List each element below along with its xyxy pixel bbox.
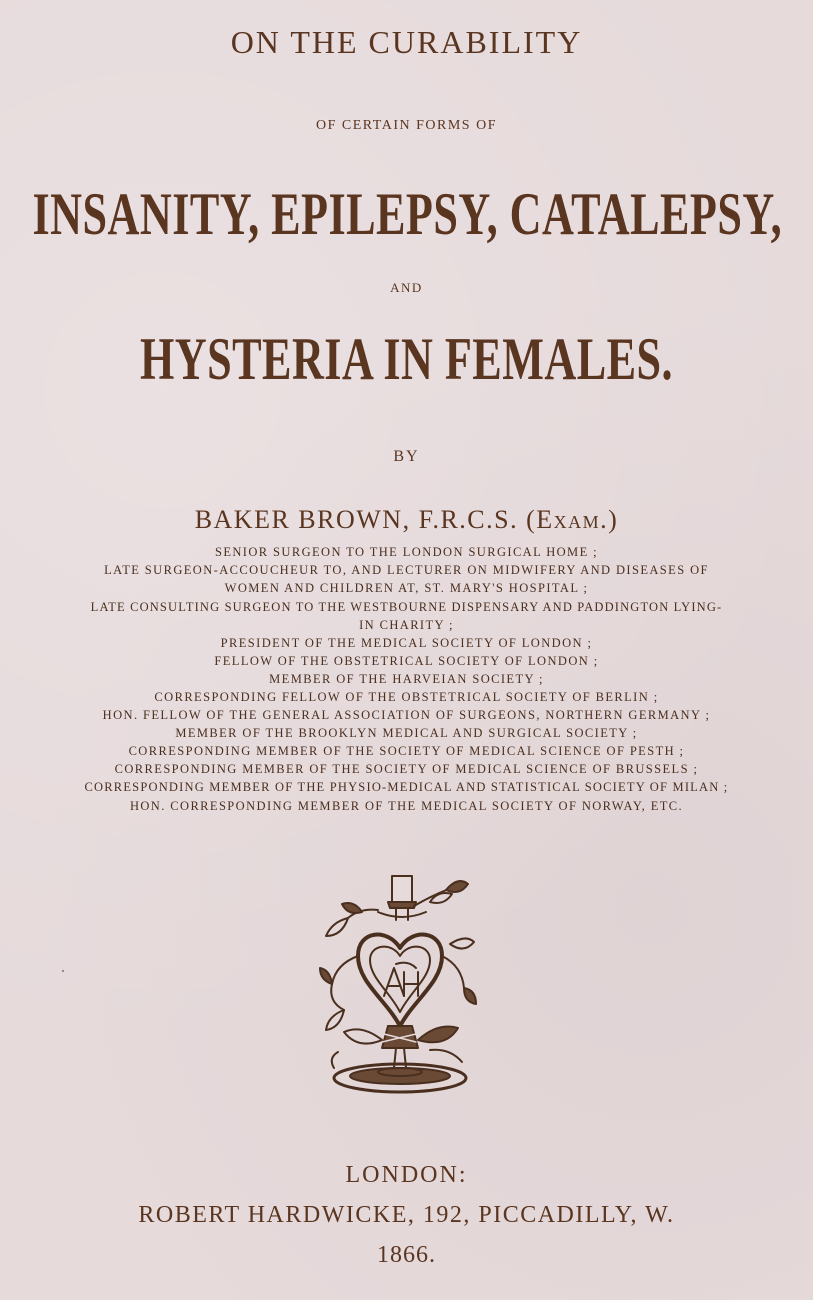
imprint-publisher: ROBERT HARDWICKE, 192, PICCADILLY, W. (138, 1202, 675, 1228)
imprint-city: LONDON: (345, 1162, 468, 1188)
credential-line: PRESIDENT OF THE MEDICAL SOCIETY OF LONDON ; (220, 636, 593, 650)
paper-speck (62, 970, 64, 972)
credential-line: CORRESPONDING MEMBER OF THE SOCIETY OF MEDICAL SCIENCE OF BRUSSELS ; (114, 762, 699, 776)
credential-line: LATE SURGEON-ACCOUCHEUR TO, AND LECTURER ON MIDWIFERY AND DISEASES OF (104, 563, 709, 577)
title-line-hysteria: HYSTERIA IN FEMALES. (139, 326, 674, 393)
title-line-and: AND (390, 280, 423, 295)
credential-line: HON. FELLOW OF THE GENERAL ASSOCIATION OF SURGEONS, NORTHERN GERMANY ; (102, 708, 711, 722)
author-line (0, 505, 813, 535)
credential-line: IN CHARITY ; (359, 618, 454, 632)
credential-line: CORRESPONDING MEMBER OF THE PHYSIO-MEDICAL AND STATISTICAL SOCIETY OF MILAN ; (84, 780, 729, 794)
author-qualifier: (Exam.) (526, 505, 619, 534)
credential-line: MEMBER OF THE HARVEIAN SOCIETY ; (269, 672, 544, 686)
title-line-curability: ON THE CURABILITY (230, 24, 583, 60)
byline: BY (393, 448, 420, 465)
credential-line: HON. CORRESPONDING MEMBER OF THE MEDICAL SOCIETY OF NORWAY, ETC. (129, 799, 684, 813)
author-name: BAKER BROWN, F.R.C.S. (194, 505, 519, 534)
credential-line: LATE CONSULTING SURGEON TO THE WESTBOURNE DISPENSARY AND PADDINGTON LYING- (90, 600, 723, 614)
title-line-of-certain-forms: OF CERTAIN FORMS OF (316, 118, 497, 133)
printers-device-heart-candlestick-icon (318, 872, 478, 1108)
credential-line: SENIOR SURGEON TO THE LONDON SURGICAL HOME ; (214, 545, 599, 559)
title-line-insanity: INSANITY, EPILEPSY, CATALEPSY, (32, 181, 783, 248)
credential-line: CORRESPONDING FELLOW OF THE OBSTETRICAL SOCIETY OF BERLIN ; (154, 690, 659, 704)
credential-line: CORRESPONDING MEMBER OF THE SOCIETY OF MEDICAL SCIENCE OF PESTH ; (128, 744, 685, 758)
credential-line: FELLOW OF THE OBSTETRICAL SOCIETY OF LONDON ; (214, 654, 599, 668)
credential-line: WOMEN AND CHILDREN AT, ST. MARY'S HOSPITAL ; (224, 581, 589, 595)
imprint-year: 1866. (377, 1242, 436, 1268)
credential-line: MEMBER OF THE BROOKLYN MEDICAL AND SURGICAL SOCIETY ; (175, 726, 638, 740)
